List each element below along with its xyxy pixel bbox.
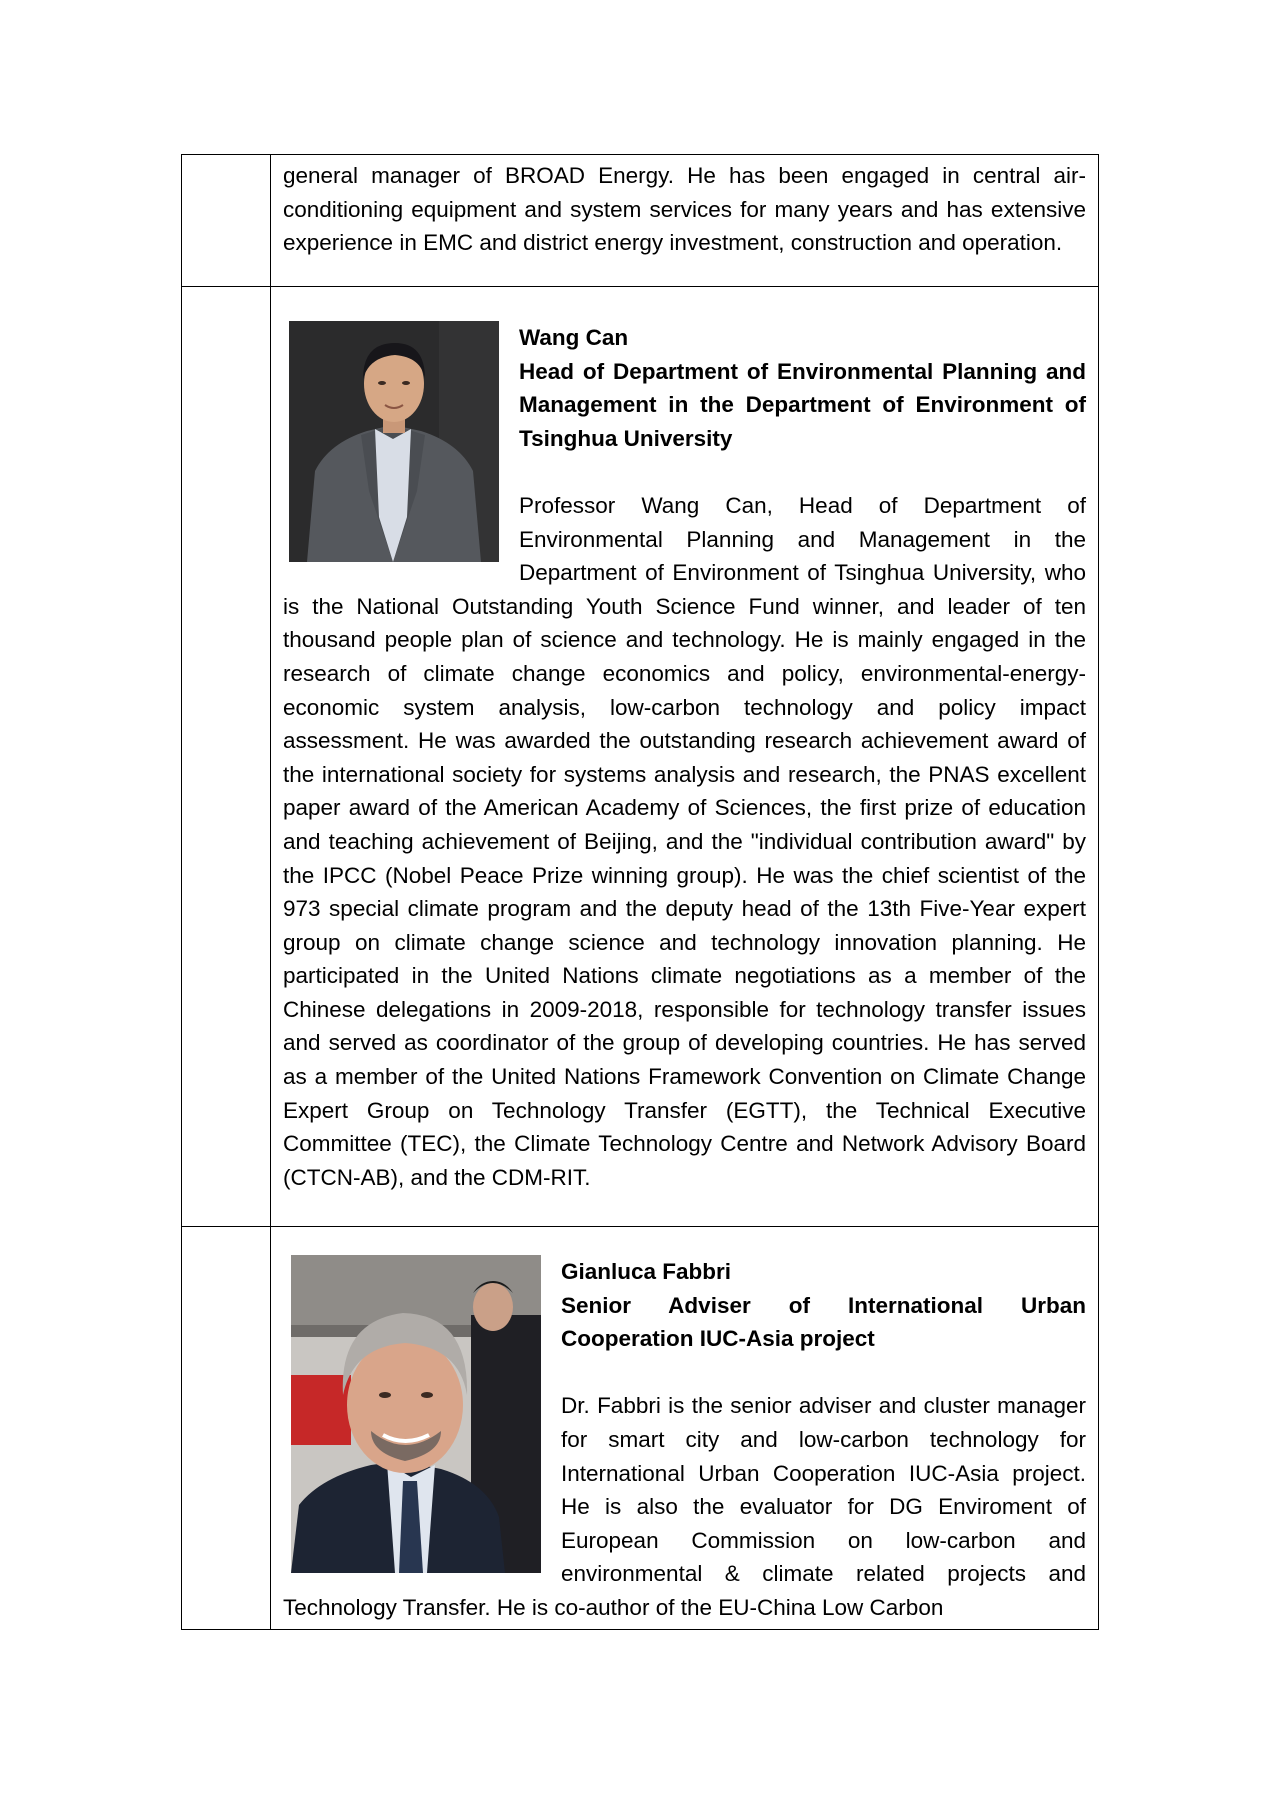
wang-can-photo bbox=[289, 321, 499, 562]
speaker-title: Senior Adviser of International Urban Cooperation IUC-Asia project bbox=[561, 1292, 1086, 1352]
speaker-bio: Dr. Fabbri is the senior adviser and cluster manager for smart city and low-carbon technology for International Urban Cooperation IUC-Asia project. He is also the evaluator for DG Enviroment of European Commission on low-carbon and environmental & climate related projects and Technology Transfer. He is co-author of the EU-China Low Carbon bbox=[283, 1393, 1086, 1620]
table-cell-empty bbox=[182, 1227, 271, 1630]
table-cell-content bbox=[271, 287, 1099, 1227]
gianluca-fabbri-photo bbox=[291, 1255, 541, 1573]
speaker-name: Gianluca Fabbri bbox=[561, 1259, 732, 1284]
speaker-gianluca-fabbri bbox=[271, 1227, 1098, 1629]
table-row bbox=[182, 1227, 1099, 1630]
table-row bbox=[182, 155, 1099, 287]
portrait-image bbox=[291, 1255, 541, 1573]
table-cell-empty bbox=[182, 155, 271, 287]
bio-continuation-text: general manager of BROAD Energy. He has been engaged in central air-conditioning equipment and system services for many years and has extensive experience in EMC and district energy investment, construction and operation. bbox=[283, 163, 1086, 256]
speaker-bio: Professor Wang Can, Head of Department of Environmental Planning and Management in the Department of Environment of Tsinghua University, who is the National Outstanding Youth Science Fund winner, and leader of ten thousand people plan of science and technology. He is mainly engaged in the research of climate change economics and policy, environmental-energy-economic system analysis, low-carbon technology and policy impact assessment. He was awarded the outstanding research achievement award of the international society for systems analysis and research, the PNAS excellent paper award of the American Academy of Sciences, the first prize of education and teaching achievement of Beijing, and the "individual contribution award" by the IPCC (Nobel Peace Prize winning group). He was the chief scientist of the 973 special climate program and the deputy head of the 13th Five-Year expert group on climate change science and technology innovation planning. He participated in the United Nations climate negotiations as a member of the Chinese delegations in 2009-2018, responsible for technology transfer issues and served as coordinator of the group of developing countries. He has served as a member of the United Nations Framework Convention on Climate Change Expert Group on Technology Transfer (EGTT), the Technical Executive Committee (TEC), the Climate Technology Centre and Network Advisory Board (CTCN-AB), and the CDM-RIT. bbox=[283, 492, 1086, 1190]
table-cell-empty bbox=[182, 287, 271, 1227]
speakers-table bbox=[181, 154, 1099, 1630]
speaker-name: Wang Can bbox=[519, 325, 629, 350]
table-cell-content bbox=[271, 1227, 1099, 1630]
speaker-title: Head of Department of Environmental Planning and Management in the Department of Environment of Tsinghua University bbox=[519, 358, 1086, 451]
table-row bbox=[182, 287, 1099, 1227]
portrait-image bbox=[289, 321, 499, 562]
speaker-wang-can bbox=[271, 287, 1098, 1226]
table-cell-content bbox=[271, 155, 1099, 287]
